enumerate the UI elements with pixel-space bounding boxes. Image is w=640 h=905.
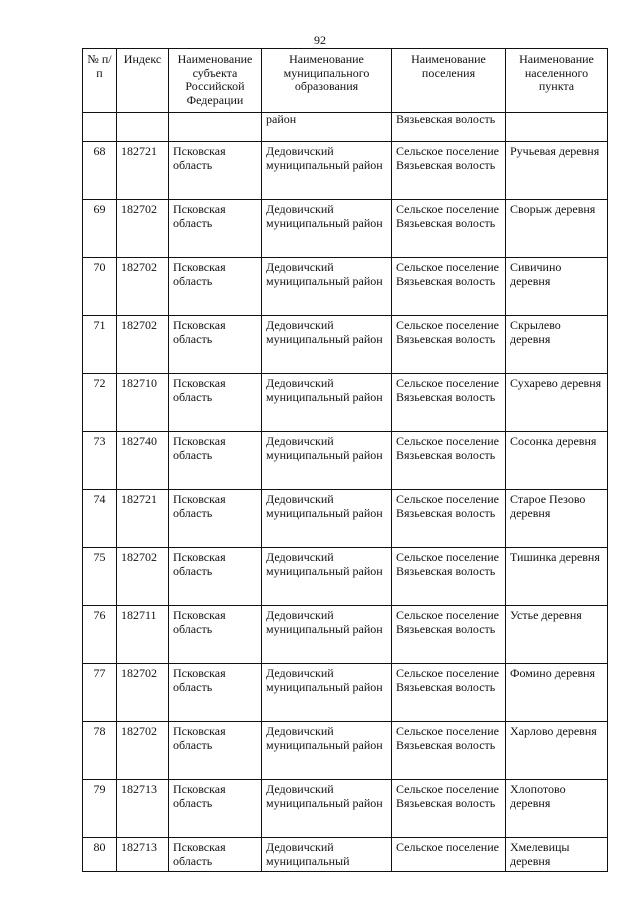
cell-settlement: Сельское поселение Вязьевская волость (392, 142, 506, 200)
cell-municipality: Дедовичский муниципальный район (262, 606, 392, 664)
cell-number (83, 113, 117, 142)
header-index: Индекс (117, 49, 169, 113)
header-locality: Наименование населенного пункта (506, 49, 608, 113)
table-row (83, 490, 608, 548)
cell-index: 182702 (117, 664, 169, 722)
table-row (83, 664, 608, 722)
cell-subject: Псковская область (169, 200, 262, 258)
table-header (83, 49, 608, 113)
cell-locality: Хлопотово деревня (506, 780, 608, 838)
cell-locality: Ручьевая деревня (506, 142, 608, 200)
cell-number: 70 (83, 258, 117, 316)
cell-number: 74 (83, 490, 117, 548)
header-row (83, 49, 608, 113)
cell-locality: Старое Пезово деревня (506, 490, 608, 548)
cell-subject: Псковская область (169, 316, 262, 374)
cell-locality: Сивичино деревня (506, 258, 608, 316)
continuation-row (83, 113, 608, 142)
cell-locality (506, 113, 608, 142)
page-number: 92 (314, 33, 326, 47)
cell-index: 182702 (117, 258, 169, 316)
cell-number: 72 (83, 374, 117, 432)
cell-municipality: Дедовичский муниципальный район (262, 432, 392, 490)
cell-locality: Тишинка деревня (506, 548, 608, 606)
header-subject: Наименование субъекта Российской Федерации (169, 49, 262, 113)
cell-subject: Псковская область (169, 490, 262, 548)
cell-settlement: Сельское поселение Вязьевская волость (392, 780, 506, 838)
cell-subject: Псковская область (169, 780, 262, 838)
cell-settlement: Сельское поселение Вязьевская волость (392, 606, 506, 664)
cell-subject: Псковская область (169, 258, 262, 316)
table-row (83, 142, 608, 200)
table-row (83, 606, 608, 664)
cell-subject: Псковская область (169, 142, 262, 200)
cell-index: 182721 (117, 142, 169, 200)
cell-index: 182702 (117, 200, 169, 258)
cell-subject (169, 113, 262, 142)
cell-subject: Псковская область (169, 722, 262, 780)
cell-settlement: Сельское поселение Вязьевская волость (392, 548, 506, 606)
table-body (83, 113, 608, 872)
cell-municipality: Дедовичский муниципальный район (262, 374, 392, 432)
cell-index: 182721 (117, 490, 169, 548)
cell-municipality: Дедовичский муниципальный (262, 838, 392, 872)
header-number: № п/п (83, 49, 117, 113)
table-row (83, 432, 608, 490)
cell-number: 73 (83, 432, 117, 490)
cell-index: 182710 (117, 374, 169, 432)
table-row (83, 548, 608, 606)
cell-settlement: Сельское поселение Вязьевская волость (392, 722, 506, 780)
cell-municipality: Дедовичский муниципальный район (262, 316, 392, 374)
cell-settlement: Сельское поселение (392, 838, 506, 872)
cell-settlement: Сельское поселение Вязьевская волость (392, 490, 506, 548)
cell-index: 182740 (117, 432, 169, 490)
cell-index: 182702 (117, 548, 169, 606)
cell-locality: Фомино деревня (506, 664, 608, 722)
table-row (83, 258, 608, 316)
cell-settlement: Вязьевская волость (392, 113, 506, 142)
cell-subject: Псковская область (169, 606, 262, 664)
cell-municipality: Дедовичский муниципальный район (262, 722, 392, 780)
cell-municipality: Дедовичский муниципальный район (262, 780, 392, 838)
cell-locality: Сухарево деревня (506, 374, 608, 432)
table-row (83, 838, 608, 872)
cell-settlement: Сельское поселение Вязьевская волость (392, 200, 506, 258)
cell-settlement: Сельское поселение Вязьевская волость (392, 374, 506, 432)
cell-municipality: Дедовичский муниципальный район (262, 548, 392, 606)
header-settlement: Наименование поселения (392, 49, 506, 113)
cell-subject: Псковская область (169, 548, 262, 606)
cell-locality: Харлово деревня (506, 722, 608, 780)
cell-settlement: Сельское поселение Вязьевская волость (392, 664, 506, 722)
table-row (83, 316, 608, 374)
table-row (83, 200, 608, 258)
cell-municipality: район (262, 113, 392, 142)
cell-index: 182713 (117, 780, 169, 838)
cell-locality: Сосонка деревня (506, 432, 608, 490)
cell-index (117, 113, 169, 142)
header-municipality: Наименование муниципального образования (262, 49, 392, 113)
cell-municipality: Дедовичский муниципальный район (262, 142, 392, 200)
cell-settlement: Сельское поселение Вязьевская волость (392, 316, 506, 374)
cell-number: 75 (83, 548, 117, 606)
table-row (83, 780, 608, 838)
cell-settlement: Сельское поселение Вязьевская волость (392, 432, 506, 490)
cell-subject: Псковская область (169, 432, 262, 490)
cell-number: 78 (83, 722, 117, 780)
cell-municipality: Дедовичский муниципальный район (262, 200, 392, 258)
cell-subject: Псковская область (169, 838, 262, 872)
table-row (83, 374, 608, 432)
cell-number: 68 (83, 142, 117, 200)
cell-number: 77 (83, 664, 117, 722)
cell-index: 182702 (117, 316, 169, 374)
cell-locality: Устье деревня (506, 606, 608, 664)
cell-subject: Псковская область (169, 374, 262, 432)
cell-municipality: Дедовичский муниципальный район (262, 664, 392, 722)
cell-number: 76 (83, 606, 117, 664)
cell-index: 182713 (117, 838, 169, 872)
cell-locality: Сворыж деревня (506, 200, 608, 258)
cell-subject: Псковская область (169, 664, 262, 722)
cell-index: 182702 (117, 722, 169, 780)
cell-municipality: Дедовичский муниципальный район (262, 258, 392, 316)
cell-index: 182711 (117, 606, 169, 664)
table-row (83, 722, 608, 780)
cell-locality: Скрылево деревня (506, 316, 608, 374)
cell-settlement: Сельское поселение Вязьевская волость (392, 258, 506, 316)
cell-locality: Хмелевицы деревня (506, 838, 608, 872)
settlements-table (82, 48, 608, 872)
cell-number: 71 (83, 316, 117, 374)
cell-number: 69 (83, 200, 117, 258)
cell-number: 79 (83, 780, 117, 838)
cell-number: 80 (83, 838, 117, 872)
cell-municipality: Дедовичский муниципальный район (262, 490, 392, 548)
